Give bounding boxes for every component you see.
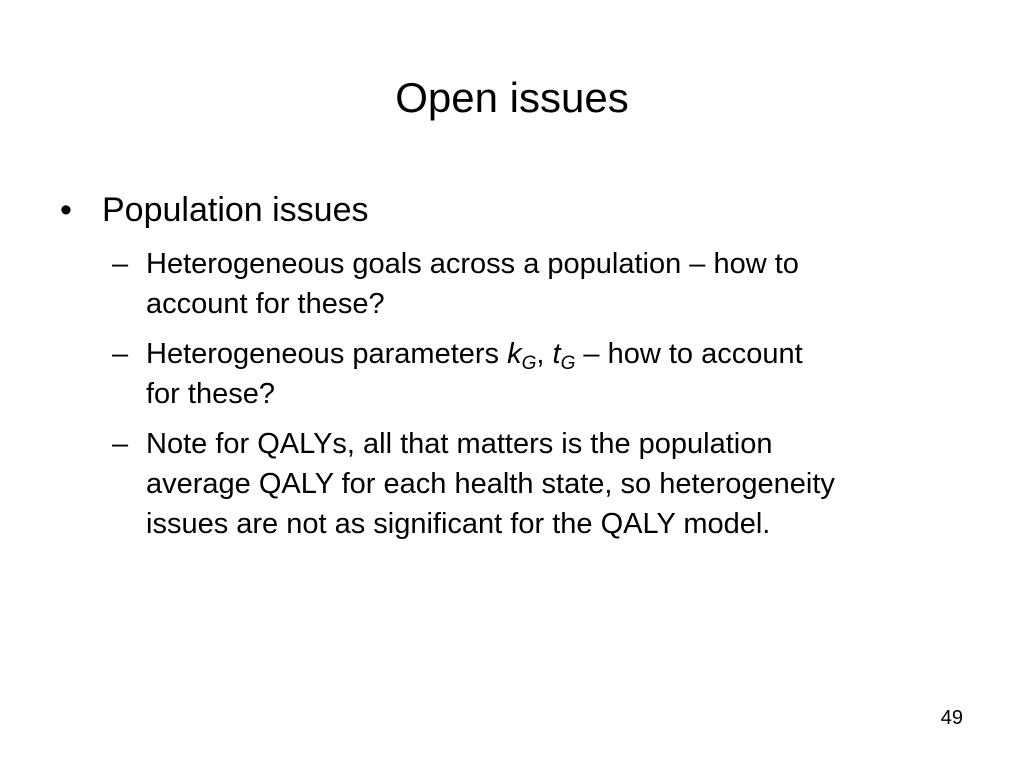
sub-bullet-line: Heterogeneous goals across a population – how to [146, 248, 799, 280]
variable-t-subscript: G [560, 353, 576, 374]
slide-title: Open issues [395, 74, 629, 121]
sub-bullet-line: for these? [146, 378, 275, 410]
variable-k-subscript: G [521, 353, 537, 374]
variable-t [552, 338, 576, 374]
sub-bullet-line: Note for QALYs, all that matters is the population [146, 428, 773, 460]
bullet-text: Population issues [102, 191, 369, 229]
variable-k [507, 338, 537, 374]
sub-bullet-list [112, 244, 972, 554]
variable-k-base: k [507, 338, 522, 370]
bullet-marker: • [60, 191, 72, 229]
sub-bullet-line [146, 334, 972, 374]
parameters-prefix: Heterogeneous parameters [146, 338, 508, 370]
dash-marker: – [112, 248, 129, 280]
variable-t-base: t [552, 338, 561, 370]
sub-bullet-line: account for these? [146, 288, 385, 320]
page-number: 49 [940, 707, 963, 729]
variable-separator: , [536, 338, 553, 370]
sub-bullet-line: average QALY for each health state, so heterogeneity [146, 468, 835, 500]
sub-bullet-qaly-note [112, 424, 972, 544]
dash-marker: – [112, 338, 129, 370]
sub-bullet-heterogeneous-goals [112, 244, 972, 324]
sub-bullet-line: issues are not as significant for the QALY model. [146, 508, 771, 540]
parameters-suffix: – how to account [575, 338, 803, 370]
dash-marker: – [112, 428, 129, 460]
sub-bullet-heterogeneous-parameters [112, 334, 972, 414]
